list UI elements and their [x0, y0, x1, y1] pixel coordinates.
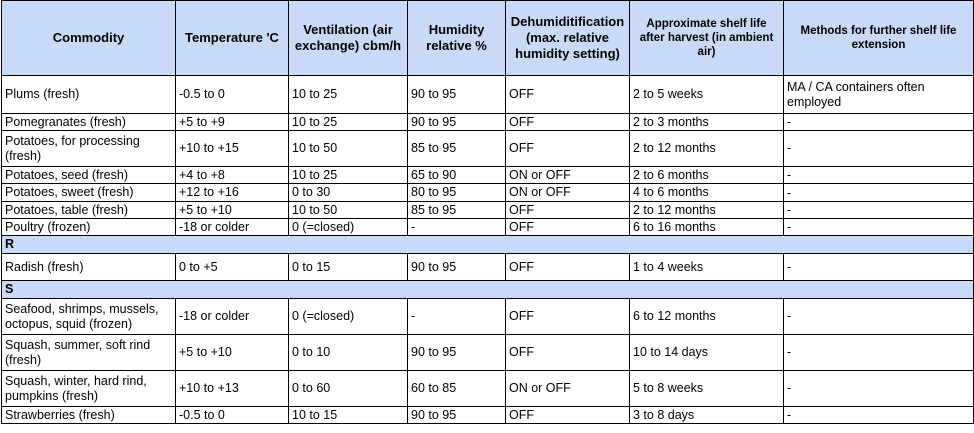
- cell-humidity: 90 to 95: [408, 254, 506, 281]
- cell-dehumidification: OFF: [506, 335, 630, 371]
- cell-commodity: Pomegranates (fresh): [2, 114, 176, 131]
- cell-methods: -: [784, 167, 974, 184]
- cell-humidity: 60 to 85: [408, 371, 506, 407]
- table-header: [2, 1, 974, 76]
- cell-shelf-life: 1 to 4 weeks: [630, 254, 784, 281]
- cell-humidity: 85 to 95: [408, 131, 506, 167]
- cell-methods: MA / CA containers often employed: [784, 76, 974, 114]
- cell-ventilation: 0 (=closed): [289, 299, 408, 335]
- cell-dehumidification: OFF: [506, 76, 630, 114]
- table-row: [2, 254, 974, 281]
- cell-dehumidification: ON or OFF: [506, 167, 630, 184]
- cell-ventilation: 0 to 15: [289, 254, 408, 281]
- cell-shelf-life: 2 to 6 months: [630, 167, 784, 184]
- cell-temperature: -0.5 to 0: [176, 76, 289, 114]
- cell-temperature: +10 to +15: [176, 131, 289, 167]
- cell-shelf-life: 4 to 6 months: [630, 184, 784, 202]
- cell-ventilation: 10 to 50: [289, 202, 408, 219]
- cell-commodity: Seafood, shrimps, mussels, octopus, squid (frozen): [2, 299, 176, 335]
- cell-temperature: +5 to +10: [176, 335, 289, 371]
- cell-humidity: 90 to 95: [408, 335, 506, 371]
- table-row: [2, 371, 974, 407]
- cell-ventilation: 10 to 25: [289, 167, 408, 184]
- header-commodity: Commodity: [2, 1, 176, 76]
- cell-dehumidification: OFF: [506, 114, 630, 131]
- commodity-storage-table: [1, 0, 974, 424]
- cell-temperature: +4 to +8: [176, 167, 289, 184]
- cell-dehumidification: OFF: [506, 131, 630, 167]
- cell-methods: -: [784, 371, 974, 407]
- cell-ventilation: 0 (=closed): [289, 219, 408, 236]
- cell-humidity: 90 to 95: [408, 407, 506, 424]
- table-row: [2, 167, 974, 184]
- cell-methods: -: [784, 254, 974, 281]
- cell-humidity: -: [408, 219, 506, 236]
- cell-humidity: 90 to 95: [408, 114, 506, 131]
- cell-shelf-life: 5 to 8 weeks: [630, 371, 784, 407]
- table-row: [2, 335, 974, 371]
- section-row-r: [2, 236, 974, 254]
- section-label-s: S: [2, 281, 974, 299]
- cell-methods: -: [784, 184, 974, 202]
- cell-shelf-life: 10 to 14 days: [630, 335, 784, 371]
- cell-temperature: +10 to +13: [176, 371, 289, 407]
- cell-humidity: 85 to 95: [408, 202, 506, 219]
- cell-shelf-life: 6 to 16 months: [630, 219, 784, 236]
- table-row: [2, 114, 974, 131]
- cell-commodity: Potatoes, seed (fresh): [2, 167, 176, 184]
- cell-shelf-life: 2 to 12 months: [630, 202, 784, 219]
- table-row: [2, 299, 974, 335]
- cell-commodity: Squash, winter, hard rind, pumpkins (fresh): [2, 371, 176, 407]
- cell-shelf-life: 3 to 8 days: [630, 407, 784, 424]
- cell-methods: -: [784, 131, 974, 167]
- header-dehumidification: Dehumiditification (max. relative humidity setting): [506, 1, 630, 76]
- cell-dehumidification: ON or OFF: [506, 371, 630, 407]
- cell-shelf-life: 2 to 3 months: [630, 114, 784, 131]
- cell-dehumidification: OFF: [506, 219, 630, 236]
- cell-ventilation: 10 to 50: [289, 131, 408, 167]
- cell-shelf-life: 2 to 12 months: [630, 131, 784, 167]
- header-ventilation: Ventilation (air exchange) cbm/h: [289, 1, 408, 76]
- cell-dehumidification: ON or OFF: [506, 184, 630, 202]
- cell-commodity: Poultry (frozen): [2, 219, 176, 236]
- cell-methods: -: [784, 114, 974, 131]
- cell-temperature: +5 to +10: [176, 202, 289, 219]
- table-row: [2, 131, 974, 167]
- header-temperature: Temperature 'C: [176, 1, 289, 76]
- cell-methods: -: [784, 407, 974, 424]
- table-row: [2, 202, 974, 219]
- cell-commodity: Squash, summer, soft rind (fresh): [2, 335, 176, 371]
- table-row: [2, 407, 974, 424]
- cell-methods: -: [784, 219, 974, 236]
- cell-humidity: 90 to 95: [408, 76, 506, 114]
- cell-temperature: -0.5 to 0: [176, 407, 289, 424]
- cell-ventilation: 10 to 25: [289, 114, 408, 131]
- cell-dehumidification: OFF: [506, 254, 630, 281]
- table-row: [2, 76, 974, 114]
- cell-humidity: 65 to 90: [408, 167, 506, 184]
- cell-methods: -: [784, 202, 974, 219]
- cell-temperature: +5 to +9: [176, 114, 289, 131]
- header-row: [2, 1, 974, 76]
- table-row: [2, 219, 974, 236]
- cell-humidity: -: [408, 299, 506, 335]
- cell-dehumidification: OFF: [506, 202, 630, 219]
- cell-humidity: 80 to 95: [408, 184, 506, 202]
- table-body: [2, 76, 974, 424]
- cell-commodity: Potatoes, sweet (fresh): [2, 184, 176, 202]
- cell-commodity: Strawberries (fresh): [2, 407, 176, 424]
- cell-ventilation: 0 to 10: [289, 335, 408, 371]
- header-methods: Methods for further shelf life extension: [784, 1, 974, 76]
- cell-methods: -: [784, 335, 974, 371]
- cell-temperature: -18 or colder: [176, 299, 289, 335]
- cell-temperature: -18 or colder: [176, 219, 289, 236]
- cell-shelf-life: 2 to 5 weeks: [630, 76, 784, 114]
- cell-temperature: 0 to +5: [176, 254, 289, 281]
- header-humidity: Humidity relative %: [408, 1, 506, 76]
- header-shelf-life: Approximate shelf life after harvest (in ambient air): [630, 1, 784, 76]
- cell-ventilation: 10 to 15: [289, 407, 408, 424]
- cell-ventilation: 0 to 60: [289, 371, 408, 407]
- section-row-s: [2, 281, 974, 299]
- cell-temperature: +12 to +16: [176, 184, 289, 202]
- table-row: [2, 184, 974, 202]
- cell-commodity: Potatoes, table (fresh): [2, 202, 176, 219]
- cell-commodity: Potatoes, for processing (fresh): [2, 131, 176, 167]
- section-label-r: R: [2, 236, 974, 254]
- cell-methods: -: [784, 299, 974, 335]
- cell-dehumidification: OFF: [506, 299, 630, 335]
- cell-ventilation: 10 to 25: [289, 76, 408, 114]
- cell-dehumidification: OFF: [506, 407, 630, 424]
- cell-commodity: Radish (fresh): [2, 254, 176, 281]
- cell-commodity: Plums (fresh): [2, 76, 176, 114]
- cell-ventilation: 0 to 30: [289, 184, 408, 202]
- cell-shelf-life: 6 to 12 months: [630, 299, 784, 335]
